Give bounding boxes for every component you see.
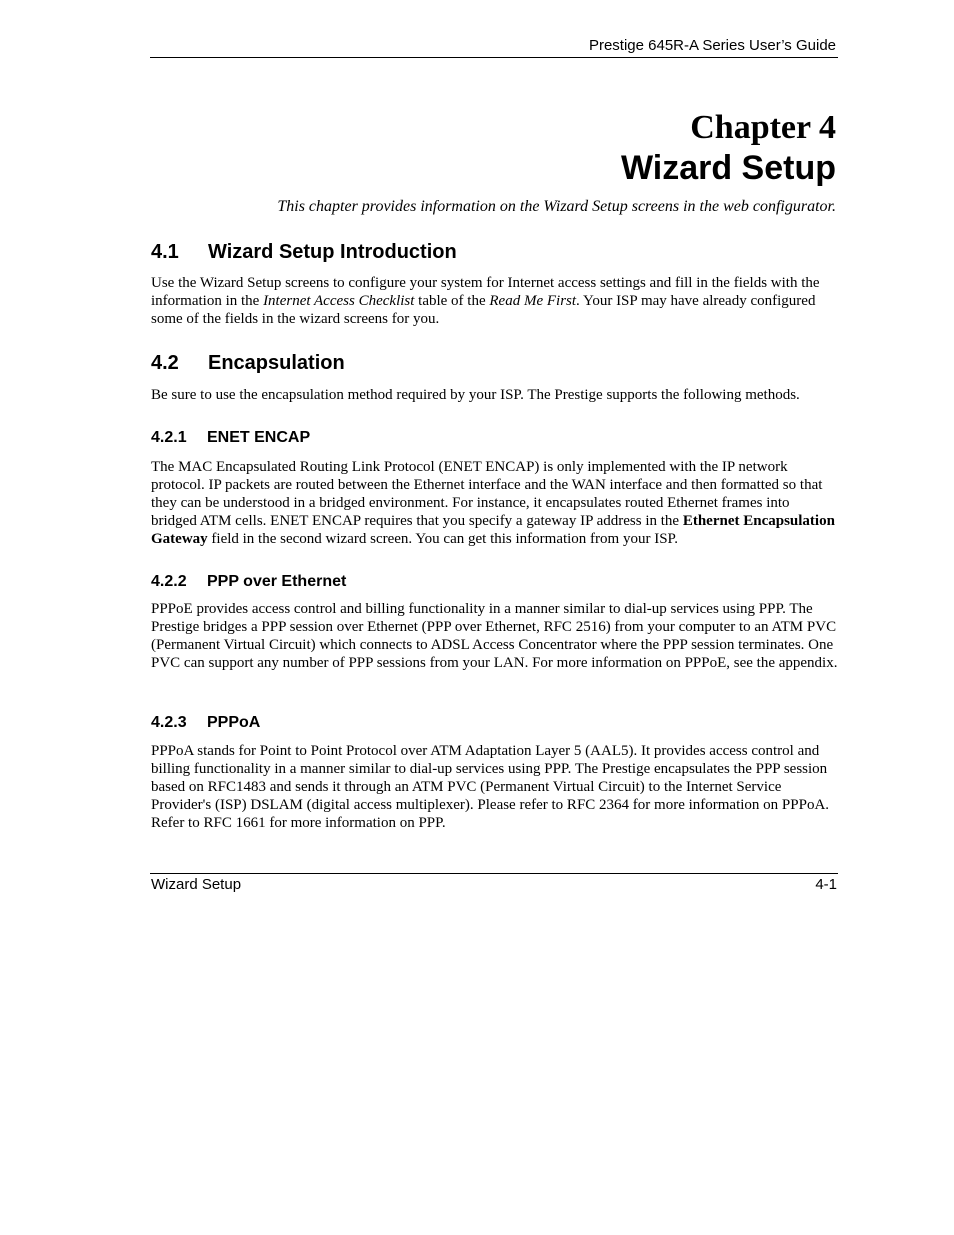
section-heading-4-2-3 bbox=[151, 712, 260, 734]
section-number: 4.2.3 bbox=[151, 714, 187, 731]
body-emphasis: Read Me First bbox=[489, 293, 577, 309]
body-text: field in the second wizard screen. You can get this information from your ISP. bbox=[207, 531, 678, 547]
section-title: Encapsulation bbox=[208, 352, 345, 374]
section-title: Wizard Setup Introduction bbox=[208, 241, 457, 263]
header-rule bbox=[150, 57, 838, 58]
footer-chapter-title: Wizard Setup bbox=[151, 876, 242, 893]
chapter-title: Wizard Setup bbox=[620, 149, 836, 187]
body-text: . Your ISP may have already configured some of the fields in the wizard screens for you. bbox=[151, 293, 816, 327]
chapter-number: Chapter 4 bbox=[690, 109, 836, 146]
section-body-4-2-2: PPPoE provides access control and billing functionality in a manner similar to dial-up services using PPP. The Prestige bridges a PPP session over Ethernet (PPP over Ethernet, RFC 2516) from your computer to an ATM PVC (Permanent Virtual Circuit) which connects to ADSL Access Concentrator where the PPP session terminates. One PVC can support any number of PPP sessions from your LAN. For more information on PPPoE, see the appendix. bbox=[151, 601, 838, 671]
section-heading-4-2-2 bbox=[151, 571, 346, 593]
section-body-4-1 bbox=[151, 274, 839, 328]
section-title: PPPoA bbox=[207, 714, 261, 731]
section-heading-4-1 bbox=[151, 239, 457, 265]
section-number: 4.2.2 bbox=[151, 573, 187, 590]
section-body-4-2-1 bbox=[151, 458, 839, 548]
body-text: Use the Wizard Setup screens to configure your system for Internet access settings and fill in the fields with the information in the bbox=[151, 275, 820, 309]
section-number: 4.2.1 bbox=[151, 429, 187, 446]
body-text: table of the bbox=[414, 293, 490, 309]
body-strong: Ethernet Encapsulation Gateway bbox=[151, 513, 835, 547]
page-number: 4-1 bbox=[815, 876, 837, 893]
section-body-4-2-3: PPPoA stands for Point to Point Protocol over ATM Adaptation Layer 5 (AAL5). It provides access control and billing functionality in a manner similar to dial-up services using PPP. The Prestige encapsulates the PPP session based on RFC1483 and sends it through an ATM PVC (Permanent Virtual Circuit) to the Internet Service Provider's (ISP) DSLAM (digital access multiplexer). Please refer to RFC 2364 for more information on PPPoA. Refer to RFC 1661 for more information on PPP. bbox=[151, 743, 830, 831]
section-body-4-2: Be sure to use the encapsulation method required by your ISP. The Prestige supports the following methods. bbox=[151, 387, 800, 403]
body-emphasis: Internet Access Checklist bbox=[263, 293, 415, 309]
section-heading-4-2 bbox=[151, 350, 345, 376]
footer-rule bbox=[150, 873, 838, 874]
body-text: The MAC Encapsulated Routing Link Protocol (ENET ENCAP) is only implemented with the IP network protocol. IP packets are routed between the Ethernet interface and the WAN interface and then formatted so that they can be understood in a bridged environment. For instance, it encapsulates routed Ethernet frames into bridged ATM cells. ENET ENCAP requires that you specify a gateway IP address in the bbox=[151, 459, 823, 529]
section-heading-4-2-1 bbox=[151, 427, 310, 449]
section-title: ENET ENCAP bbox=[207, 429, 311, 446]
section-number: 4.1 bbox=[151, 241, 179, 263]
chapter-intro: This chapter provides information on the Wizard Setup screens in the web configurator. bbox=[277, 198, 836, 215]
running-header: Prestige 645R-A Series User’s Guide bbox=[588, 37, 836, 54]
section-number: 4.2 bbox=[151, 352, 179, 374]
section-title: PPP over Ethernet bbox=[207, 573, 347, 590]
